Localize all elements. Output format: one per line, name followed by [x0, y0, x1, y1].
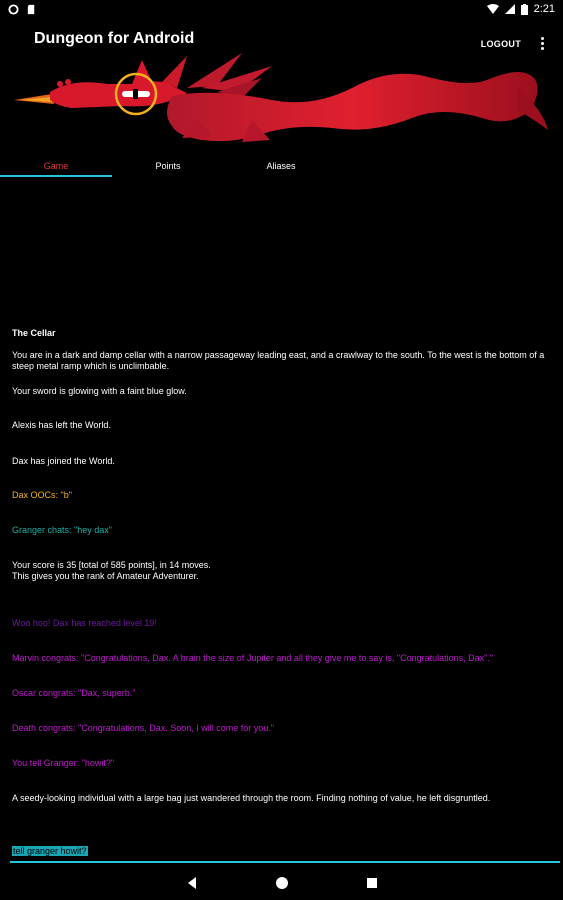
log-line: Marvin congrats: "Congratulations, Dax. A brain the size of Jupiter and all they give me to say is, "Congratulations, Dax"." [12, 653, 494, 663]
log-line: Granger chats: "hey dax" [12, 525, 112, 535]
log-line: You are in a dark and damp cellar with a narrow passageway leading east, and a crawlway to the south. To the west is the bottom of a steep metal ramp which is unclimbable. [12, 350, 547, 371]
battery-icon [521, 4, 528, 15]
log-line: Your score is 35 [total of 585 points], in 14 moves. This gives you the rank of Amateur Adventurer. [12, 560, 211, 581]
tab-game[interactable]: Game [0, 155, 112, 177]
log-line: A seedy-looking individual with a large bag just wandered through the room. Finding nothing of value, he left disgruntled. [12, 793, 491, 803]
log-line: Oscar congrats: "Dax, superb." [12, 688, 136, 698]
back-triangle-icon[interactable] [185, 876, 199, 890]
dragon-logo [12, 48, 552, 148]
log-line: The Cellar [12, 328, 56, 338]
status-bar [0, 0, 563, 20]
log-line: Alexis has left the World. [12, 420, 111, 430]
wifi-icon [487, 4, 499, 14]
log-line: Your sword is glowing with a faint blue glow. [12, 386, 187, 396]
app-title: Dungeon for Android [34, 30, 195, 47]
sd-card-icon [26, 4, 37, 15]
signal-icon [505, 4, 515, 14]
command-input[interactable] [10, 843, 560, 863]
recents-square-icon[interactable] [365, 876, 379, 890]
command-input-text[interactable]: tell granger howit? [13, 846, 87, 856]
log-line: Dax OOCs: "b" [12, 490, 72, 500]
tab-bar [0, 155, 563, 177]
tab-aliases[interactable]: Aliases [266, 161, 296, 171]
log-line: You tell Granger: "howit?" [12, 758, 115, 768]
status-time: 2:21 [533, 3, 555, 15]
log-line: Woo hoo! Dax has reached level 19! [12, 618, 157, 628]
app-bar [0, 20, 563, 160]
tab-points[interactable]: Points [155, 161, 181, 171]
logout-button[interactable]: LOGOUT [480, 39, 521, 49]
navigation-bar [0, 866, 563, 900]
log-line: Dax has joined the World. [12, 456, 115, 466]
home-circle-icon[interactable] [275, 876, 289, 890]
settings-notification-icon [8, 4, 19, 15]
log-line: Death congrats: "Congratulations, Dax. Soon, I will come for you." [12, 723, 275, 733]
